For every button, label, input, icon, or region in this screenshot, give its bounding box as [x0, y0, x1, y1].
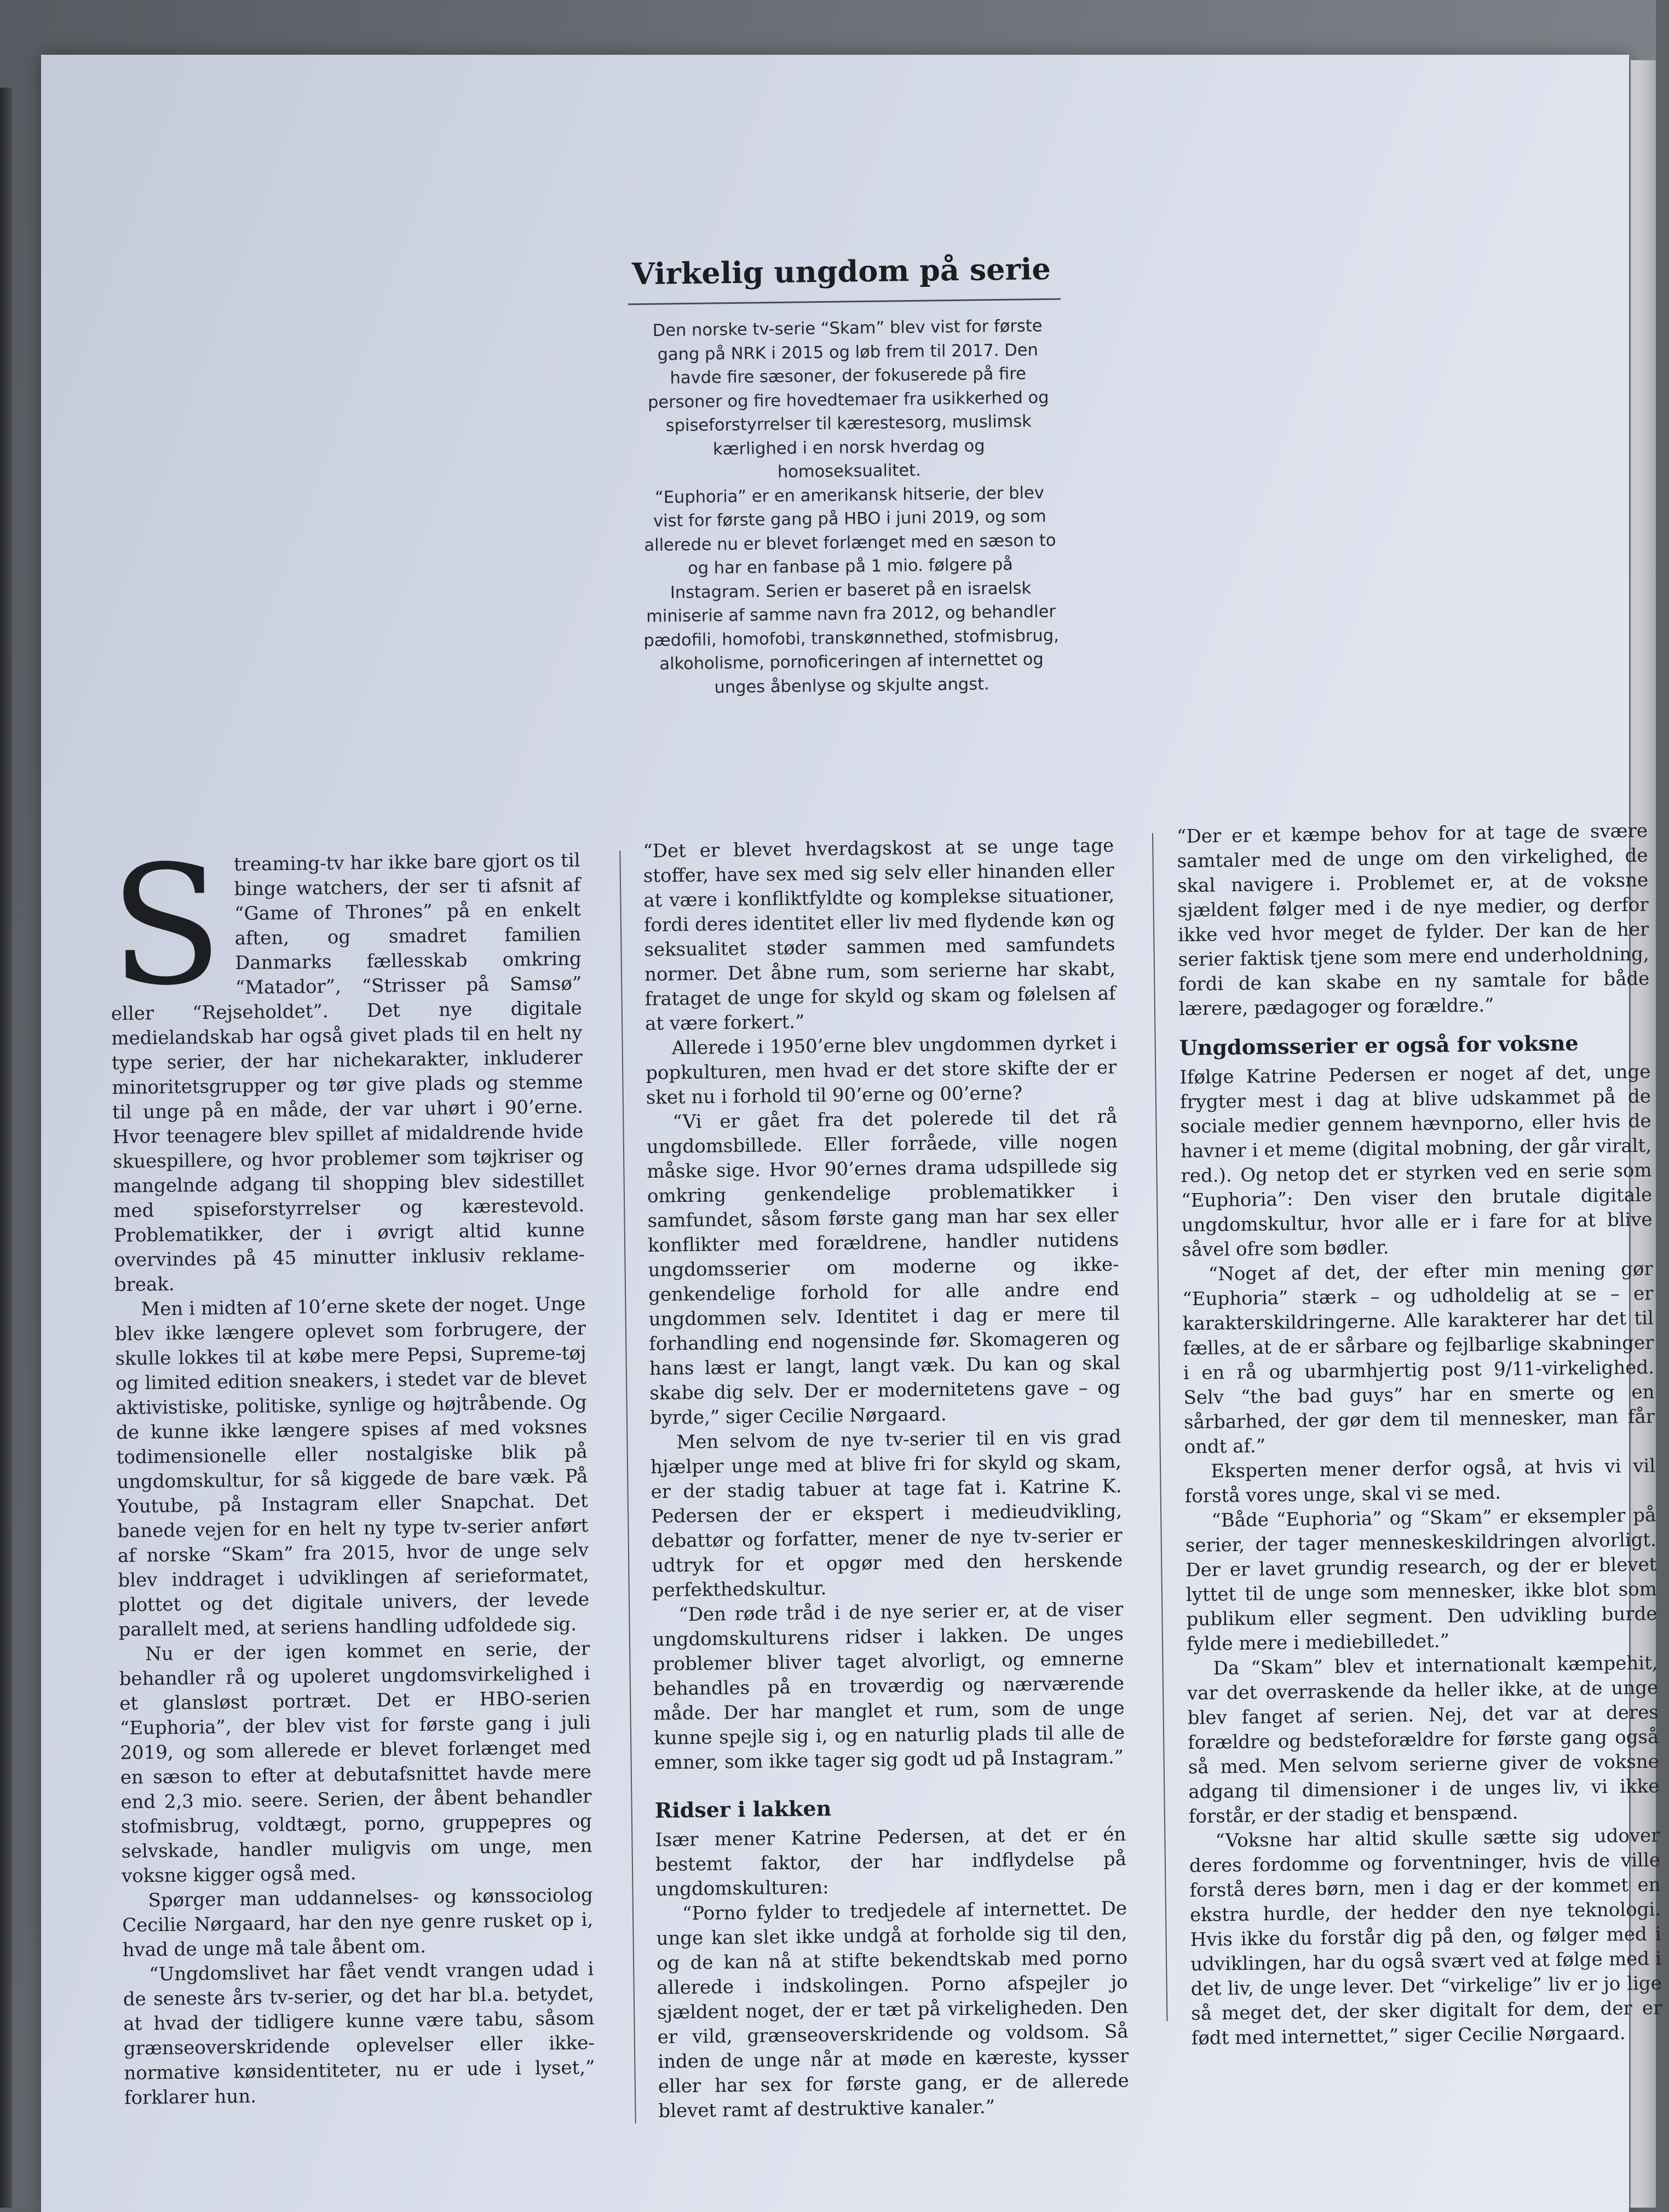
page-content [101, 195, 1669, 2163]
body-paragraph: Allerede i 1950’erne blev ungdommen dyrket i popkulturen, men hvad er det store skifte der er sket nu i forhold til 90’erne og 00’erne? [646, 1032, 1117, 1109]
body-paragraph: “Ungdomslivet har fået vendt vrangen udad i de seneste års tv-serier, og det har bl.a. betydet, at hvad der tidligere kunne være tabu, såsom grænseoverskridende oplevelser eller ikke-normative kønsidentiteter, nu er ude i lyset,” forklarer hun. [123, 1958, 595, 2109]
column-divider [619, 851, 636, 2124]
body-paragraph: Spørger man uddannelses- og kønssociolog Cecilie Nørgaard, har den nye genre rusket op i, hvad de unge må tale åbent om. [122, 1884, 594, 1961]
body-paragraph: “Vi er gået fra det polerede til det rå ungdomsbillede. Eller forråede, ville nogen måske sige. Hvor 90’ernes drama udspillede sig omkring genkendelige problematikker i samfundet, såsom første gang man har sex eller konflikter med forældrene, handler nutidens ungdomsserier om moderne og ikke-genkendelige forhold for alle andre end ungdommen selv. Identitet i dag er mere til forhandling end nogensinde før. Skomageren og hans læst er langt, langt væk. Du kan og skal skabe dig selv. Der er modernitetens gave – og byrde,” siger Cecilie Nørgaard. [646, 1105, 1121, 1429]
factbox-title: Virkelig ungdom på serie [631, 251, 1051, 292]
body-paragraph: “Det er blevet hverdagskost at se unge tage stoffer, have sex med sig selv eller hinanden eller at være i konfliktfyldte og komplekse situationer, fordi deres identitet eller liv med flydende køn og seksualitet støder sammen med samfundets normer. Det åbne rum, som serierne har skabt, frataget de unge for skyld og skam og følelsen af at være forkert.” [643, 834, 1116, 1035]
body-paragraph: “Voksne har altid skulle sætte sig udover deres fordomme og forventninger, hvis de ville forstå deres børn, men i dag er der kommet en ekstra hurdle, der hedder den nye teknologi. Hvis ikke du forstår dig på den, og følger med i udviklingen, har du også svært ved at følge med i det liv, de unge lever. Det “virkelige” liv er jo lige så meget det, der sker digitalt for dem, der er født med internettet,” siger Cecilie Nørgaard. [1189, 1824, 1662, 2049]
subheading: Ridser i lakken [654, 1795, 832, 1823]
factbox-rule [628, 298, 1061, 306]
body-paragraph: “Porno fylder to tredjedele af internettet. De unge kan slet ikke undgå at forholde sig til den, og de kan nå at stifte bekendtskab med porno allerede i indskolingen. Porno afspejler jo sjældent noget, der er tæt på virkeligheden. Den er vild, grænseoverskridende og voldsom. Så inden de unge når at møde en kæreste, kysser eller har sex for første gang, er de allerede blevet ramt af destruktive kanaler.” [656, 1897, 1130, 2122]
body-paragraph: “Der er et kæmpe behov for at tage de svære samtaler med de unge om den virkelighed, de skal navigere i. Problemet er, at de voksne sjældent følger med i de nye medier, og derfor ikke ved hvor meget de fylder. Der kan de her serier faktisk tjene som mere end underholdning, fordi de kan skabe en ny samtale for både lærere, pædagoger og forældre.” [1176, 820, 1650, 1021]
article-column-1 [108, 830, 596, 2135]
body-paragraph: Men i midten af 10’erne skete der noget. Unge blev ikke længere oplevet som forbrugere, der skulle lokkes til at købe mere Pepsi, Supreme-tøj og limited edition sneakers, i stedet var de blevet aktivistiske, politiske, synlige og højtråbende. Og de kunne ikke længere spises af med voksnes todimensionelle eller nostalgiske blik på ungdomskultur, for så kiggede de bare væk. På Youtube, på Instagram eller Snapchat. Det banede vejen for en helt ny type tv-serier anført af norske “Skam” fra 2015, hvor de unge selv blev inddraget i udviklingen af serieformatet, plottet og det digitale univers, der levede parallelt med, at seriens handling udfoldede sig. [114, 1293, 590, 1641]
magazine-spine [0, 88, 12, 2208]
body-paragraph: Da “Skam” blev et internationalt kæmpehit, var det overraskende da heller ikke, at de unge blev fanget af serien. Nej, det var at deres forældre og bedsteforældre for første gang også så med. Men selvom serierne giver de voksne adgang til dimensioner i de unges liv, vi ikke forstår, er der stadig et benspænd. [1187, 1652, 1660, 1828]
factbox-text [639, 314, 1060, 700]
body-paragraph: Nu er der igen kommet en serie, der behandler rå og upoleret ungdomsvirkelighed i et glansløst portræt. Det er HBO-serien “Euphoria”, der blev vist for første gang i juli 2019, og som allerede er blevet forlænget med en sæson to efter at debutafsnittet havde mere end 2,3 mio. seere. Serien, der åbent behandler stofmisbrug, voldtægt, porno, gruppepres og selvskade, handler muligvis om unge, men voksne kigger også med. [119, 1638, 592, 1887]
drop-cap: S [108, 830, 224, 1022]
body-paragraph: Ifølge Katrine Pedersen er noget af det, unge frygter mest i dag at blive udskammet på de sociale medier gennem hævnporno, eller hvis de havner i et meme (digital mobning, der går viralt, red.). Og netop det er styrken ved en serie som “Euphoria”: Den viser den brutale digitale ungdomskultur, hvor alle er i fare for at blive såvel ofre som bødler. [1179, 1061, 1653, 1261]
body-paragraph: treaming-tv har ikke bare gjort os til binge watchers, der ser ti afsnit af “Game of Thrones” på en enkelt aften, og smadret familien Danmarks fællesskab omkring “Matador”, “Strisser på Samsø” eller “Rejseholdet”. Det nye digitale medielandskab har også givet plads til en helt ny type serier, der har nichekarakter, inkluderer minoritetsgrupper og tør give plads og stemme til unge på en måde, der var uhørt i 90’erne. Hvor teenagere blev spillet af midaldrende hvide skuespillere, og hvor problemer som tøjkriser og mangelnde adgang til shopping blev sidestillet med spiseforstyrrelser og kærestevold. Problematikker, der i øvrigt altid kunne overvindes på 45 minutter inklusiv reklame-break. [111, 849, 585, 1296]
factbox-paragraph: Den norske tv-serie “Skam” blev vist for første gang på NRK i 2015 og løb frem til 2017. Den havde fire sæsoner, der fokuserede på fire personer og fire hovedtemaer fra usikkerhed og spiseforstyrrelser til kærestesorg, muslimsk kærlighed i en norsk hverdag og homoseksualitet. [647, 316, 1049, 482]
body-paragraph: Især mener Katrine Pedersen, at det er én bestemt faktor, der har indflydelse på ungdomskulturen: [655, 1823, 1127, 1900]
article-column-2 [643, 833, 1130, 2122]
body-paragraph: Eksperten mener derfor også, at hvis vi vil forstå vores unge, skal vi se med. [1184, 1455, 1656, 1507]
body-paragraph: “Både “Euphoria” og “Skam” er eksempler på serier, der tager menneskeskildringen alvorligt. Der er lavet grundig research, og der er blevet lyttet til de unge som mennesker, ikke blot som publikum eller segment. Den udvikling burde fylde mere i mediebilledet.” [1185, 1504, 1658, 1655]
subheading: Ungdomsserier er også for voksne [1179, 1030, 1579, 1061]
article-column-3 [1177, 819, 1663, 2062]
body-paragraph: “Den røde tråd i de nye serier er, at de viser ungdomskulturens ridser i lakken. De unges problemer bliver taget alvorligt, og emnerne behandles på en troværdig og nærværende måde. Der har manglet et rum, som de unge kunne spejle sig i, og en naturlig plads til alle de emner, som ikke tager sig godt ud på Instagram.” [652, 1598, 1125, 1774]
body-paragraph: Men selvom de nye tv-serier til en vis grad hjælper unge med at blive fri for skyld og skam, er der stadig tabuer at tage fat i. Katrine K. Pedersen der er ekspert i medieudvikling, debattør og forfatter, mener de nye tv-serier er udtryk for et opgør med den herskende perfekthedskultur. [650, 1426, 1123, 1602]
column-divider [1152, 833, 1168, 2021]
body-paragraph: “Noget af det, der efter min mening gør “Euphoria” stærk – og udholdelig at se – er karakterskildringerne. Alle karakterer har det til fælles, at de er sårbare og fejlbarlige skabninger i en rå og ubarmhjertig post 9/11-virkelighed. Selv “the bad guys” har en smerte og en sårbarhed, der gør dem til mennesker, man får ondt af.” [1182, 1258, 1655, 1459]
factbox-paragraph: “Euphoria” er en amerikansk hitserie, der blev vist for første gang på HBO i juni 2019, og som allerede nu er blevet forlænget med en sæson to og har en fanbase på 1 mio. følgere på Instagram. Serien er baseret på en israelsk miniserie af samme navn fra 2012, og behandler pædofili, homofobi, transkønnethed, stofmisbrug, alkoholisme, pornoficeringen af internettet og unges åbenlyse og skjulte angst. [643, 483, 1059, 697]
magazine-page [41, 55, 1662, 2212]
